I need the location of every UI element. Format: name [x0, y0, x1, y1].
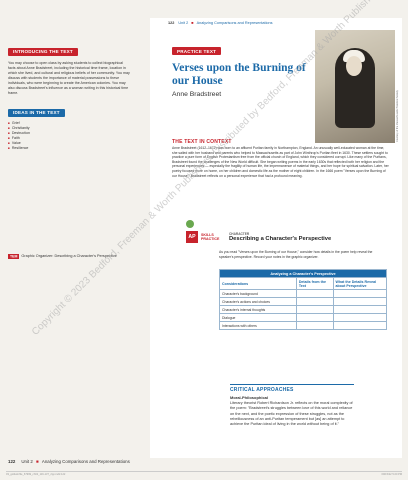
table-row	[220, 314, 387, 322]
slug-date: 09/15/22 5:20 PM	[381, 473, 402, 476]
unit-label: Unit 2	[178, 21, 189, 25]
intro-label: INTRODUCING THE TEXT	[8, 48, 78, 56]
answer-cell[interactable]	[296, 314, 333, 322]
critical-heading: CRITICAL APPROACHES	[230, 387, 294, 394]
practice-text-label: PRACTICE TEXT	[172, 47, 221, 55]
character-label: CHARACTER	[229, 232, 250, 236]
print-slug	[6, 471, 402, 476]
table-cell: Dialogue	[220, 314, 297, 322]
answer-cell[interactable]	[333, 314, 386, 322]
idea-item: ■ Value	[8, 141, 131, 146]
ap-badge: AP	[186, 231, 198, 243]
table-header: What the Details Reveal about Perspective	[333, 278, 386, 290]
footer-separator-icon: ■	[34, 459, 40, 464]
table-row	[220, 290, 387, 298]
ideas-box	[8, 101, 131, 151]
table-row	[220, 322, 387, 330]
skills-practice-banner	[186, 231, 331, 243]
idea-item: ■ Grief	[8, 121, 131, 126]
skills-instructions: As you read "Verses upon the Burning of our House," consider how details in the poem help reveal the speaker's perspective. Record your notes in the graphic organizer.	[219, 250, 373, 259]
answer-cell[interactable]	[296, 322, 333, 330]
critical-rule	[230, 384, 354, 385]
teacher-sidebar	[8, 40, 131, 151]
footer-unit: Unit 2	[21, 459, 33, 464]
answer-cell[interactable]	[296, 298, 333, 306]
photo-credit: Courtesy of the Massachusetts Historical Society	[396, 90, 399, 142]
unit-title: Analyzing Comparisons and Representations	[196, 21, 273, 25]
idea-item: ■ Christianity	[8, 126, 131, 131]
slug-file: 03_goldwinfile_67999_ch02_116-137_2pp.indd 122	[6, 473, 66, 476]
answer-cell[interactable]	[333, 298, 386, 306]
table-caption: Analyzing a Character's Perspective	[220, 270, 387, 278]
ideas-label: IDEAS IN THE TEXT	[8, 109, 65, 117]
page-number: 122	[168, 21, 175, 25]
table-cell: Interactions with others	[220, 322, 297, 330]
critical-approaches-box	[230, 384, 354, 427]
intro-body: You may choose to open class by asking students to collect biographical facts about Anne Bradstreet, including the historical time frame, location in which she lived, and cultural and religious beliefs of her community. You may discuss with students the importance of material possessions to these individuals, who were beginning to create the American colonies. You may also discuss Bradstreet's influence as a woman writing in this historical time frame.	[8, 61, 130, 95]
footer-title: Analyzing Comparisons and Representations	[41, 459, 130, 464]
table-row	[220, 298, 387, 306]
ideas-list	[8, 121, 131, 151]
idea-item: ■ Faith	[8, 136, 131, 141]
critical-body: Literary theorist Robert Richardson Jr. reflects on the moral complexity of the poem: "Bradstreet's struggles between love of this world and reliance on the next, and the poetic expression of these struggles, not as the rebelliousness of an anti-Puritan temperament but [as] an attempt to achieve the Puritan ideal of living in the world without being of it."	[230, 401, 353, 426]
tem-text: Graphic Organizer: Describing a Character's Perspective	[21, 254, 117, 258]
idea-item: ■ Resilience	[8, 146, 131, 151]
page-footer	[8, 459, 130, 464]
poem-title: Verses upon the Burning of our House	[172, 62, 306, 87]
answer-cell[interactable]	[333, 290, 386, 298]
table-row	[220, 306, 387, 314]
running-head	[150, 18, 402, 30]
idea-item: ■ Destruction	[8, 131, 131, 136]
skills-title: Describing a Character's Perspective	[229, 236, 332, 242]
critical-subheading: Moral-Philosophical	[230, 395, 269, 401]
answer-cell[interactable]	[333, 322, 386, 330]
graphic-organizer-table	[219, 269, 387, 330]
context-heading: THE TEXT IN CONTEXT	[172, 139, 232, 145]
skills-practice-label: SKILLS PRACTICE	[201, 232, 220, 241]
table-cell: Character's background	[220, 290, 297, 298]
footer-page-number: 122	[8, 459, 16, 464]
answer-cell[interactable]	[296, 290, 333, 298]
table-header: Details from the Text	[296, 278, 333, 290]
table-cell: Character's actions and choices	[220, 298, 297, 306]
answer-cell[interactable]	[296, 306, 333, 314]
copyright-watermark: Copyright © 2023 Bedford, Freeman & Worth Publishers. Distributed by Bedford, Freeman & Worth	[30, 20, 348, 338]
context-body: Anne Bradstreet (1612–1672) was born to an affluent Puritan family in Northampton, England. An unusually well-educated woman at the time, she sailed with her husband and parents who helped to Massachusetts as part of John Winthrop's Puritan fleet in 1630. These settlers sought to practice a pure form of English Protestantism free from the official church of England, which they considered corrupt. Like many of the Puritans, Bradstreet found the challenges of the New World difficult. She began writing poems in the early 1630s that reflected both her religion and the personal experiences — especially the fragility of human life, the impermanence of material things, and her hope for spiritual salvation. Later, her poetry focused more on home, on her children and domestic life as the mother of eight children. In the 1666 poem "Verses upon the Burning of our House," Bradstreet reflects on a personal experience that had a profound meaning.	[172, 146, 389, 178]
portrait-face	[346, 56, 362, 76]
tem-tag: TEM	[10, 254, 18, 258]
answer-cell[interactable]	[333, 306, 386, 314]
table-cell: Character's internal thoughts	[220, 306, 297, 314]
poem-author: Anne Bradstreet	[172, 91, 222, 98]
skills-bullet-icon	[186, 220, 194, 228]
table-header: Considerations	[220, 278, 297, 290]
separator-icon: ■	[191, 21, 194, 25]
